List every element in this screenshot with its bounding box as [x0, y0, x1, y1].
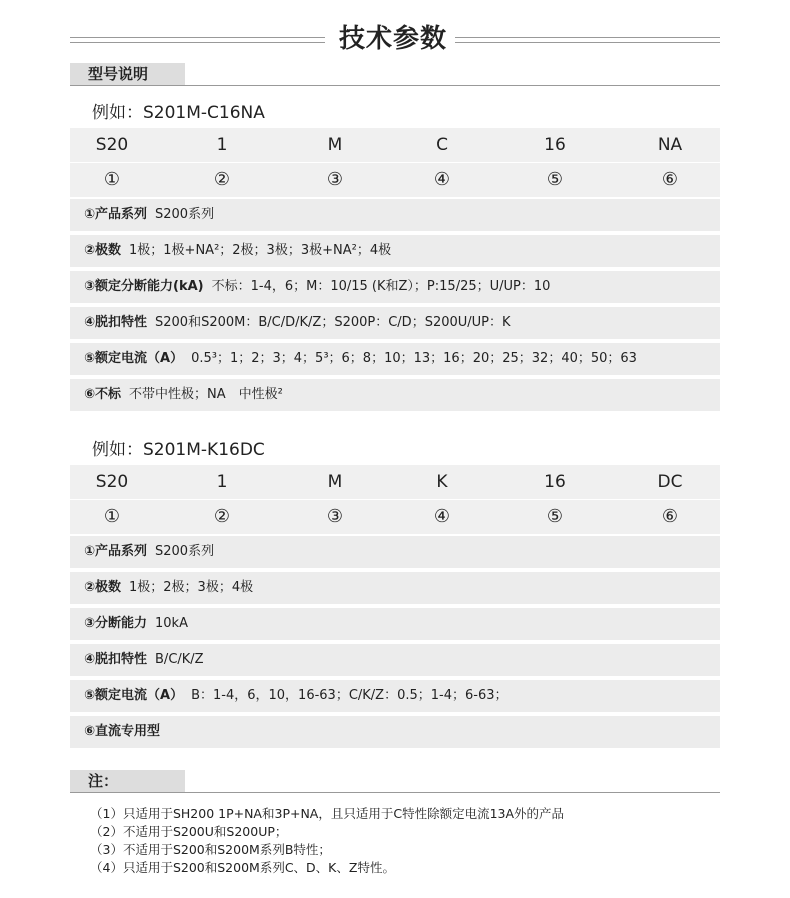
example1-desc-row — [70, 307, 720, 339]
example2-index-row — [70, 500, 720, 534]
example2-desc-row — [70, 680, 720, 712]
desc-value: 不标：1-4，6；M：10/15 (K和Z）；P:15/25；U/UP：10 — [211, 279, 551, 294]
section-notes-label: 注： — [70, 770, 185, 792]
index-cell: ⑥ — [661, 506, 679, 527]
code-cell: M — [327, 135, 343, 155]
example1-code-row — [70, 128, 720, 162]
index-cell: ② — [213, 506, 231, 527]
index-cell: ① — [103, 506, 121, 527]
code-cell: 1 — [216, 472, 228, 492]
code-cell: S20 — [95, 472, 129, 492]
code-cell: 16 — [544, 472, 566, 492]
desc-key: ②极数 — [84, 580, 122, 595]
desc-value: 10kA — [155, 616, 188, 631]
desc-value: S200和S200M：B/C/D/K/Z；S200P：C/D；S200U/UP：K — [155, 315, 511, 330]
example1-desc-row — [70, 379, 720, 411]
desc-value: 1极；2极；3极；4极 — [129, 580, 254, 595]
desc-value: 1极；1极+NA²；2极；3极；3极+NA²；4极 — [129, 243, 392, 258]
desc-key: ⑤额定电流（A） — [84, 351, 184, 366]
desc-value: B/C/K/Z — [155, 652, 204, 667]
note-item: （3）不适用于S200和S200M系列B特性； — [90, 842, 331, 857]
example1-desc-row — [70, 271, 720, 303]
section-model-label: 型号说明 — [70, 63, 185, 85]
note-item: （1）只适用于SH200 1P+NA和3P+NA，且只适用于C特性除额定电流13A外的产品 — [90, 806, 565, 821]
desc-key: ②极数 — [84, 243, 122, 258]
example1-desc-row — [70, 199, 720, 231]
desc-key: ⑥不标 — [84, 387, 122, 402]
index-cell: ⑥ — [661, 169, 679, 190]
title-bar — [70, 18, 720, 58]
note-item: （4）只适用于S200和S200M系列C、D、K、Z特性。 — [90, 860, 395, 875]
code-cell: C — [436, 135, 448, 155]
title-divider-left — [70, 37, 325, 43]
code-cell: 16 — [544, 135, 566, 155]
example2-desc-row — [70, 644, 720, 676]
desc-value: S200系列 — [155, 544, 215, 559]
example2-label: 例如：S201M-K16DC — [92, 440, 265, 460]
example2-desc-row — [70, 536, 720, 568]
example2-code-row — [70, 465, 720, 499]
example1-desc-row — [70, 343, 720, 375]
index-cell: ⑤ — [546, 506, 564, 527]
index-cell: ④ — [433, 506, 451, 527]
index-cell: ⑤ — [546, 169, 564, 190]
section-notes-header — [70, 770, 720, 793]
code-cell: NA — [657, 135, 683, 155]
code-cell: S20 — [95, 135, 129, 155]
notes-list — [90, 805, 564, 877]
example2-desc-row — [70, 608, 720, 640]
code-cell: M — [327, 472, 343, 492]
desc-value: S200系列 — [155, 207, 215, 222]
desc-key: ③分断能力 — [84, 616, 148, 631]
page-title: 技术参数 — [338, 24, 447, 54]
index-cell: ② — [213, 169, 231, 190]
desc-key: ④脱扣特性 — [84, 315, 148, 330]
desc-key: ④脱扣特性 — [84, 652, 148, 667]
desc-value: 0.5³；1；2；3；4；5³；6；8；10；13；16；20；25；32；40；50；63 — [191, 351, 637, 366]
example1-desc-row — [70, 235, 720, 267]
index-cell: ③ — [326, 169, 344, 190]
desc-value: B：1-4，6，10，16-63；C/K/Z：0.5；1-4；6-63； — [191, 688, 508, 703]
note-item: （2）不适用于S200U和S200UP； — [90, 824, 288, 839]
example1-index-row — [70, 163, 720, 197]
code-cell: K — [436, 472, 448, 492]
code-cell: 1 — [216, 135, 228, 155]
desc-key: ①产品系列 — [84, 207, 148, 222]
index-cell: ④ — [433, 169, 451, 190]
desc-key: ③额定分断能力(kA) — [84, 279, 204, 294]
desc-key: ①产品系列 — [84, 544, 148, 559]
example2-desc-row — [70, 572, 720, 604]
index-cell: ① — [103, 169, 121, 190]
title-divider-right — [455, 37, 720, 43]
desc-key: ⑥直流专用型 — [84, 724, 161, 739]
example2-desc-row — [70, 716, 720, 748]
section-model-header — [70, 63, 720, 86]
example1-label: 例如：S201M-C16NA — [92, 103, 265, 123]
desc-value: 不带中性极；NA 中性极² — [129, 387, 283, 402]
desc-key: ⑤额定电流（A） — [84, 688, 184, 703]
code-cell: DC — [657, 472, 683, 492]
index-cell: ③ — [326, 506, 344, 527]
